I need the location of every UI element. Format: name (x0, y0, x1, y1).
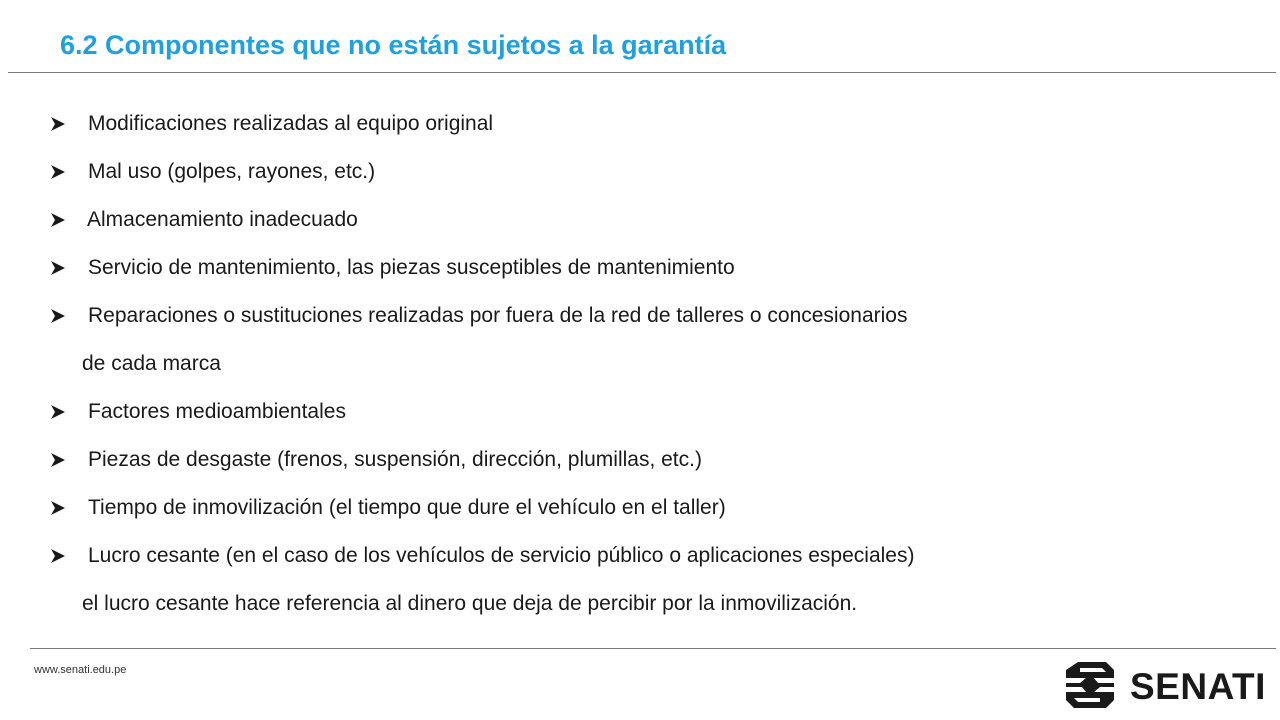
arrow-bullet-icon (50, 116, 66, 132)
bullet-text: Reparaciones o sustituciones realizadas por fuera de la red de talleres o concesionarios (88, 304, 908, 327)
arrow-bullet-icon (50, 452, 66, 468)
senati-logo (1064, 660, 1274, 710)
bullet-text: Lucro cesante (en el caso de los vehículos de servicio público o aplicaciones especiales) (88, 544, 915, 567)
list-item (50, 292, 1250, 340)
list-item (50, 436, 1250, 484)
arrow-bullet-icon (50, 164, 66, 180)
arrow-bullet-icon (50, 500, 66, 516)
list-item (50, 100, 1250, 148)
list-item (50, 196, 1250, 244)
list-item (50, 148, 1250, 196)
bullet-text: el lucro cesante hace referencia al dinero que deja de percibir por la inmovilización. (82, 592, 858, 615)
bullet-text: Almacenamiento inadecuado (87, 208, 358, 231)
list-item-continuation (50, 340, 1250, 388)
title-divider (8, 72, 1276, 73)
arrow-bullet-icon (50, 548, 66, 564)
bullet-text: Modificaciones realizadas al equipo original (88, 112, 494, 135)
footer-divider (30, 648, 1276, 649)
list-item-continuation (50, 580, 1250, 628)
arrow-bullet-icon (50, 308, 66, 324)
logo-wordmark: SENATI (1130, 666, 1266, 707)
bullet-list (50, 100, 1250, 628)
list-item (50, 532, 1250, 580)
arrow-bullet-icon (50, 404, 66, 420)
list-item (50, 388, 1250, 436)
arrow-bullet-icon (50, 260, 66, 276)
bullet-text: Factores medioambientales (88, 400, 346, 423)
bullet-text: Mal uso (golpes, rayones, etc.) (88, 160, 376, 183)
arrow-bullet-icon (50, 212, 66, 228)
bullet-text: de cada marca (82, 352, 221, 375)
bullet-text: Piezas de desgaste (frenos, suspensión, dirección, plumillas, etc.) (88, 448, 702, 471)
slide-title: 6.2 Componentes que no están sujetos a la garantía (60, 30, 727, 60)
list-item (50, 244, 1250, 292)
list-item (50, 484, 1250, 532)
bullet-text: Tiempo de inmovilización (el tiempo que dure el vehículo en el taller) (88, 496, 726, 519)
senati-logo-icon (1064, 660, 1116, 710)
footer-url: www.senati.edu.pe (34, 664, 127, 676)
bullet-text: Servicio de mantenimiento, las piezas susceptibles de mantenimiento (88, 256, 735, 279)
